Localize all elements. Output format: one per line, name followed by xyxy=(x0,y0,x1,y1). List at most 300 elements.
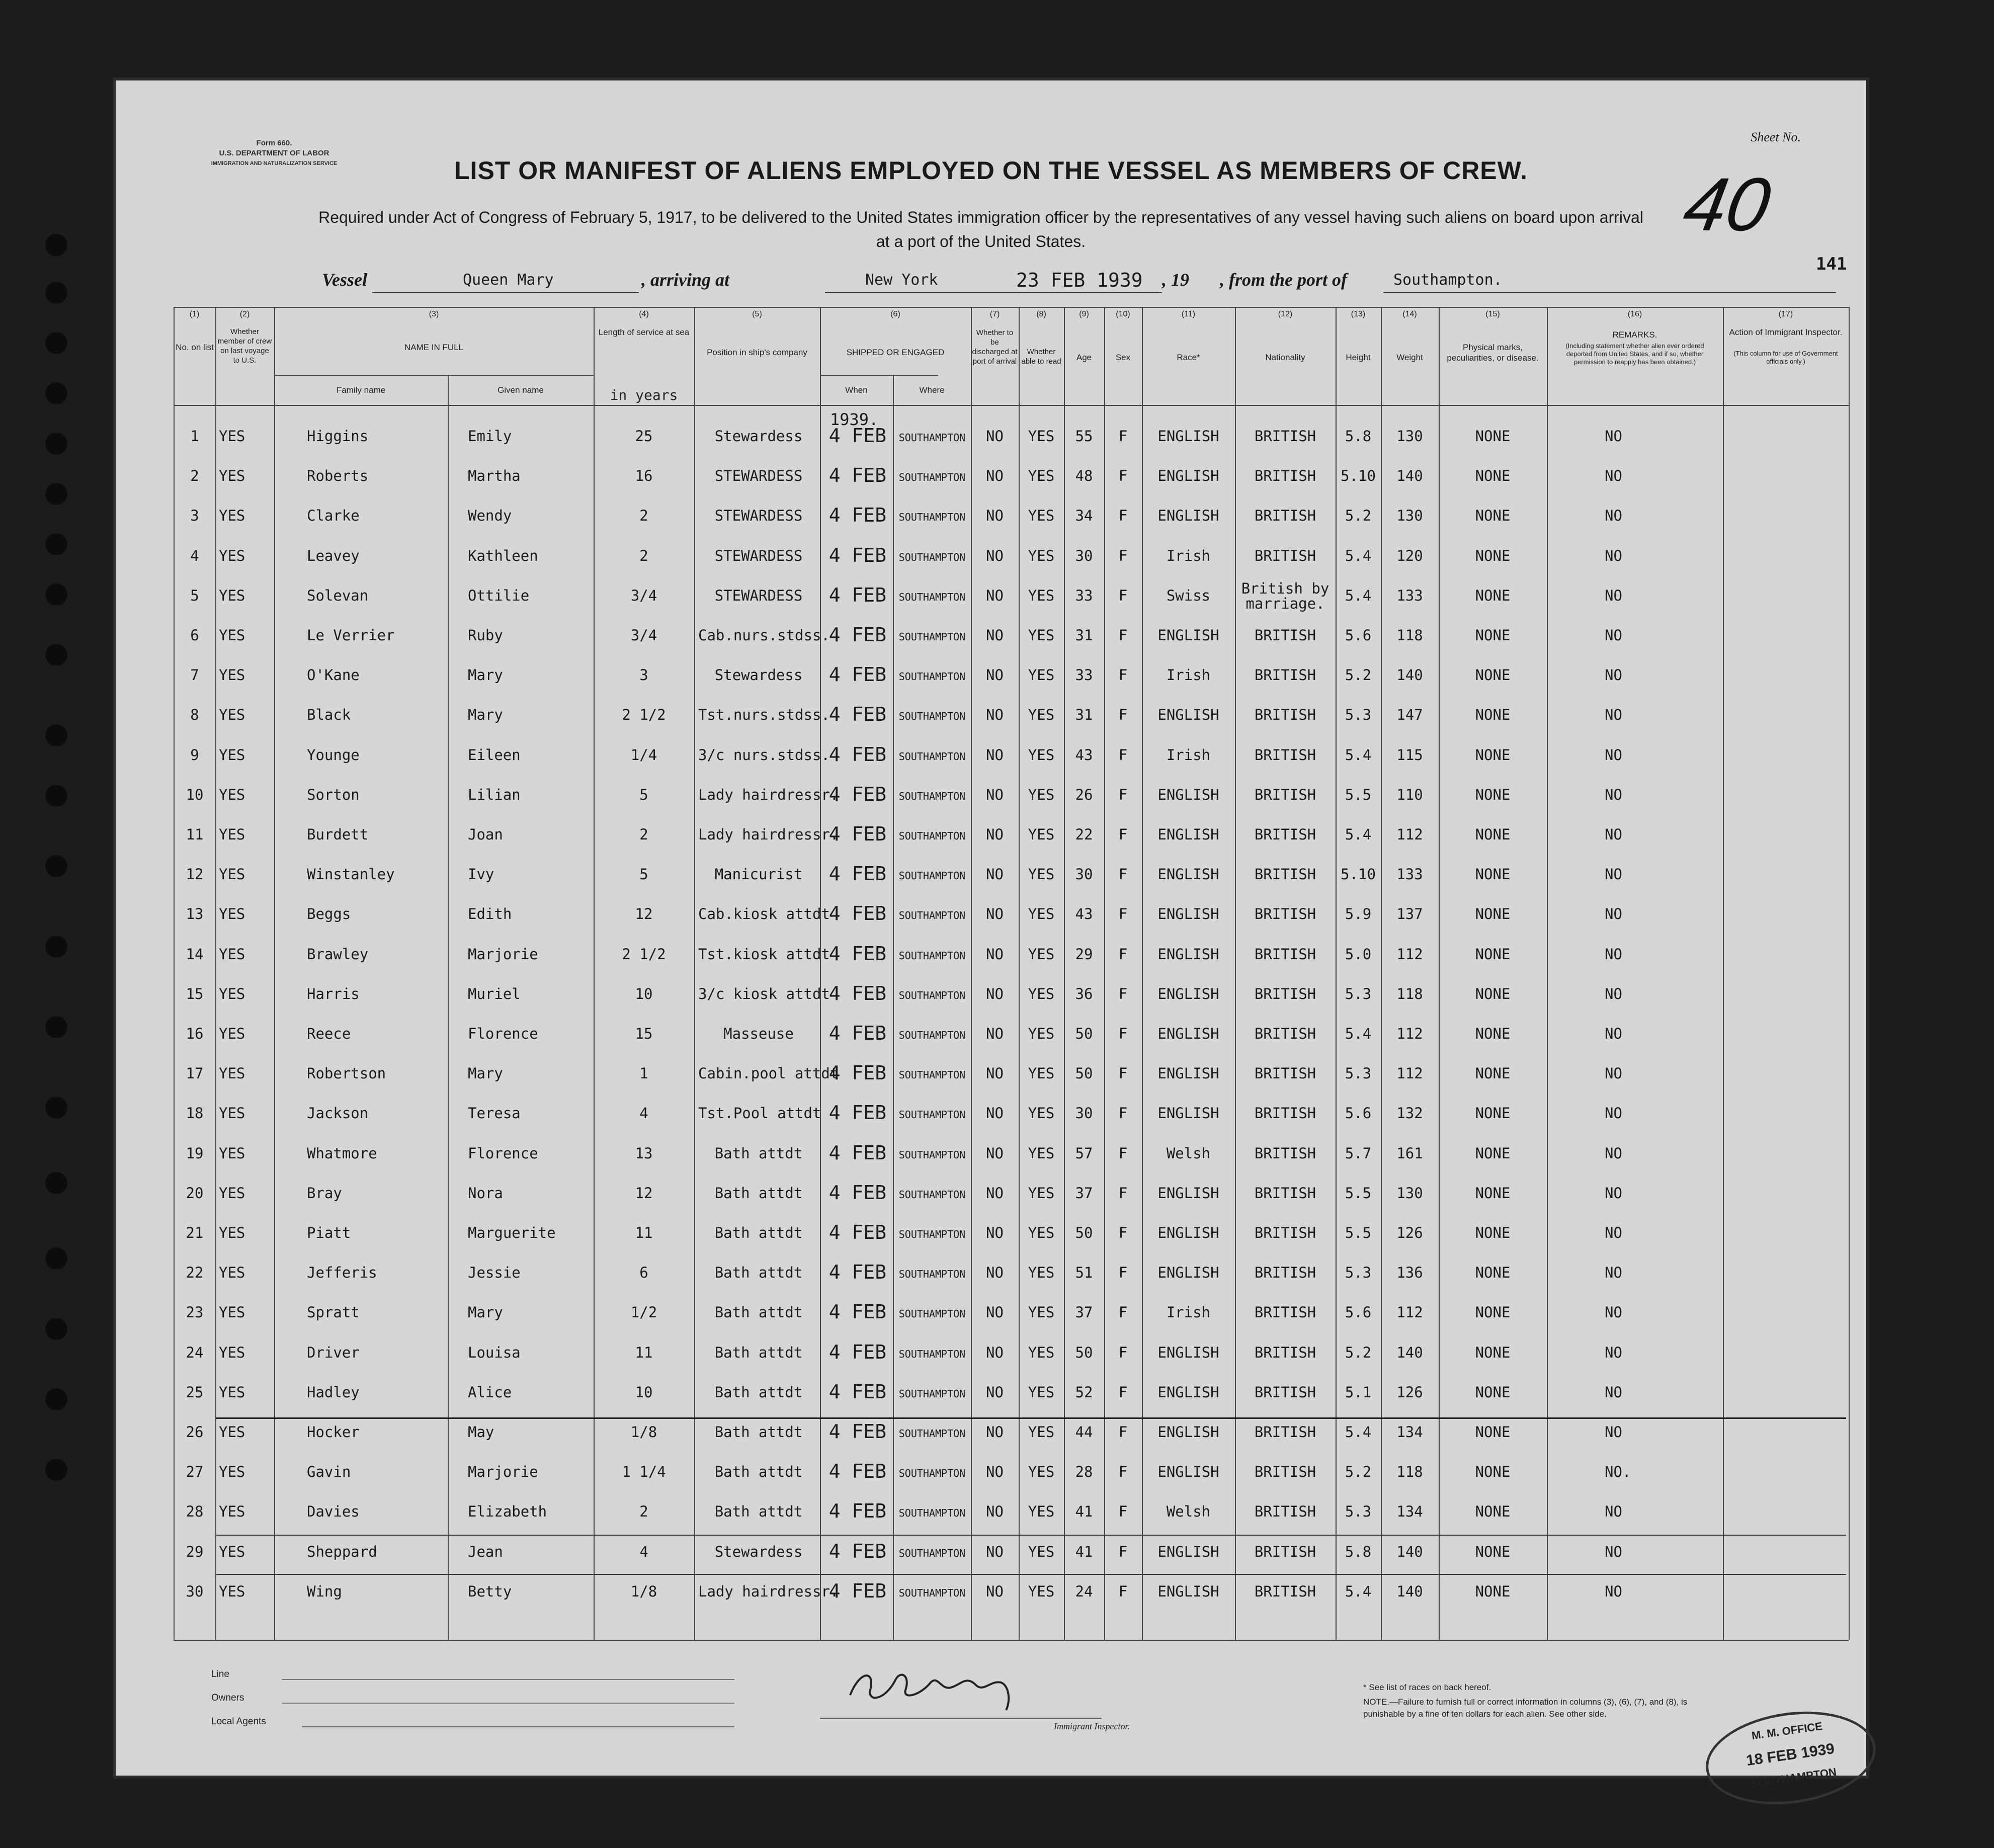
to-be-discharged: NO xyxy=(986,1344,1004,1361)
table-row xyxy=(116,823,1866,856)
physical-marks: NONE xyxy=(1475,1224,1511,1241)
table-row xyxy=(116,1261,1866,1294)
weight: 161 xyxy=(1396,1145,1423,1162)
shipped-when: 4 FEB xyxy=(828,902,887,925)
shipped-where: SOUTHAMPTON xyxy=(898,950,966,962)
length-of-service: 10 xyxy=(635,1384,653,1401)
physical-marks: NONE xyxy=(1475,1304,1511,1321)
physical-marks: NONE xyxy=(1475,467,1511,484)
member-last-voyage: YES xyxy=(219,467,245,484)
row-number: 30 xyxy=(186,1583,204,1600)
remarks: NO xyxy=(1605,1344,1622,1361)
shipped-where: SOUTHAMPTON xyxy=(898,870,966,882)
remarks: NO xyxy=(1605,1423,1622,1441)
given-name: Betty xyxy=(468,1583,512,1600)
column-number: (6) xyxy=(890,310,900,318)
given-name: Martha xyxy=(468,467,521,484)
physical-marks: NONE xyxy=(1475,1583,1511,1600)
member-last-voyage: YES xyxy=(219,746,245,764)
member-last-voyage: YES xyxy=(219,1384,245,1401)
member-last-voyage: YES xyxy=(219,1423,245,1441)
given-name: Edith xyxy=(468,905,512,922)
binder-hole xyxy=(45,282,67,304)
family-name: Le Verrier xyxy=(307,627,395,644)
height: 5.7 xyxy=(1345,1145,1372,1162)
row-number: 9 xyxy=(190,746,199,764)
length-of-service: 11 xyxy=(635,1344,653,1361)
height: 5.6 xyxy=(1345,1105,1372,1122)
header-shipped-engaged: SHIPPED OR ENGAGED xyxy=(846,348,945,357)
member-last-voyage: YES xyxy=(219,866,245,883)
table-row xyxy=(116,1341,1866,1374)
length-of-service: 12 xyxy=(635,1185,653,1202)
table-row xyxy=(116,943,1866,976)
able-to-read: YES xyxy=(1028,1065,1055,1082)
member-last-voyage: YES xyxy=(219,627,245,644)
strike-line xyxy=(216,1417,1846,1419)
shipped-when: 4 FEB xyxy=(828,823,887,845)
physical-marks: NONE xyxy=(1475,946,1511,963)
age: 52 xyxy=(1075,1384,1093,1401)
length-of-service: 11 xyxy=(635,1224,653,1241)
weight: 134 xyxy=(1396,1503,1423,1520)
race: Welsh xyxy=(1166,1503,1211,1520)
member-last-voyage: YES xyxy=(219,826,245,843)
able-to-read: YES xyxy=(1028,666,1055,684)
remarks: NO xyxy=(1605,1503,1622,1520)
weight: 112 xyxy=(1396,946,1423,963)
physical-marks: NONE xyxy=(1475,1185,1511,1202)
age: 41 xyxy=(1075,1543,1093,1560)
binder-hole xyxy=(45,1318,67,1340)
shipped-where: SOUTHAMPTON xyxy=(898,471,966,483)
physical-marks: NONE xyxy=(1475,706,1511,723)
sex: F xyxy=(1118,985,1128,1002)
height: 5.10 xyxy=(1341,866,1376,883)
physical-marks: NONE xyxy=(1475,826,1511,843)
height: 5.3 xyxy=(1345,985,1372,1002)
sheet-number: 40 xyxy=(1678,162,1777,246)
age: 50 xyxy=(1075,1025,1093,1042)
race: ENGLISH xyxy=(1157,985,1219,1002)
to-be-discharged: NO xyxy=(986,1264,1004,1281)
weight: 118 xyxy=(1396,985,1423,1002)
age: 30 xyxy=(1075,547,1093,564)
header-race: Race* xyxy=(1177,353,1200,362)
age: 43 xyxy=(1075,746,1093,764)
header-remarks-note: (Including statement whether alien ever ordered deported from United States, and if so, whether permission to reapply has been obtained.) xyxy=(1565,342,1704,366)
age: 48 xyxy=(1075,467,1093,484)
nationality: BRITISH xyxy=(1254,1185,1316,1202)
age: 51 xyxy=(1075,1264,1093,1281)
given-name: Teresa xyxy=(468,1105,521,1122)
binder-hole xyxy=(45,1247,67,1270)
weight: 134 xyxy=(1396,1423,1423,1441)
height: 5.8 xyxy=(1345,1543,1372,1560)
physical-marks: NONE xyxy=(1475,866,1511,883)
shipped-when: 4 FEB xyxy=(828,1261,887,1283)
shipped-where: SOUTHAMPTON xyxy=(898,1348,966,1360)
binder-hole xyxy=(45,583,67,606)
shipped-subdivider xyxy=(820,375,938,376)
shipped-when: 4 FEB xyxy=(828,943,887,965)
member-last-voyage: YES xyxy=(219,1105,245,1122)
vessel-label: Vessel xyxy=(322,270,367,290)
family-name: Wing xyxy=(307,1583,342,1600)
row-number: 15 xyxy=(186,985,204,1002)
table-row xyxy=(116,783,1866,816)
column-number: (1) xyxy=(189,310,200,318)
remarks: NO xyxy=(1605,746,1622,764)
to-be-discharged: NO xyxy=(986,627,1004,644)
shipped-where: SOUTHAMPTON xyxy=(898,1427,966,1440)
table-row xyxy=(116,703,1866,736)
row-number: 11 xyxy=(186,826,204,843)
sex: F xyxy=(1118,1065,1128,1082)
able-to-read: YES xyxy=(1028,946,1055,963)
header-family-name: Family name xyxy=(336,385,386,395)
family-name: Whatmore xyxy=(307,1145,377,1162)
race: Irish xyxy=(1166,1304,1211,1321)
shipped-when: 4 FEB xyxy=(828,1540,887,1562)
shipped-when: 4 FEB xyxy=(828,624,887,646)
manifest-page xyxy=(116,80,1866,1790)
position-in-company: Bath attdt xyxy=(714,1185,803,1202)
table-bottom-border xyxy=(174,1640,1849,1641)
position-in-company: Cab.kiosk attdt xyxy=(698,905,830,922)
weight: 130 xyxy=(1396,1185,1423,1202)
position-in-company: 3/c kiosk attdt xyxy=(698,985,830,1002)
position-in-company: Bath attdt xyxy=(714,1463,803,1480)
shipped-when: 4 FEB xyxy=(828,1460,887,1482)
member-last-voyage: YES xyxy=(219,1264,245,1281)
member-last-voyage: YES xyxy=(219,905,245,922)
position-in-company: Tst.kiosk attdt xyxy=(698,946,830,963)
table-row xyxy=(116,544,1866,577)
height: 5.4 xyxy=(1345,826,1372,843)
race: ENGLISH xyxy=(1157,1344,1219,1361)
height: 5.1 xyxy=(1345,1384,1372,1401)
family-name: Sheppard xyxy=(307,1543,377,1560)
age: 41 xyxy=(1075,1503,1093,1520)
weight: 140 xyxy=(1396,1543,1423,1560)
position-in-company: 3/c nurs.stdss. xyxy=(698,746,830,764)
sex: F xyxy=(1118,946,1128,963)
member-last-voyage: YES xyxy=(219,1145,245,1162)
position-in-company: Manicurist xyxy=(714,866,803,883)
able-to-read: YES xyxy=(1028,1224,1055,1241)
weight: 112 xyxy=(1396,1304,1423,1321)
member-last-voyage: YES xyxy=(219,587,245,604)
table-row xyxy=(116,464,1866,497)
row-number: 24 xyxy=(186,1344,204,1361)
to-be-discharged: NO xyxy=(986,428,1004,445)
able-to-read: YES xyxy=(1028,1264,1055,1281)
remarks: NO xyxy=(1605,627,1622,644)
member-last-voyage: YES xyxy=(219,1185,245,1202)
height: 5.6 xyxy=(1345,627,1372,644)
nationality: BRITISH xyxy=(1254,1344,1316,1361)
nationality: BRITISH xyxy=(1254,627,1316,644)
race: ENGLISH xyxy=(1157,1543,1219,1560)
to-be-discharged: NO xyxy=(986,1463,1004,1480)
binder-hole xyxy=(45,483,67,505)
family-name: Leavey xyxy=(307,547,360,564)
able-to-read: YES xyxy=(1028,985,1055,1002)
weight: 140 xyxy=(1396,467,1423,484)
member-last-voyage: YES xyxy=(219,666,245,684)
binder-hole xyxy=(45,855,67,877)
weight: 118 xyxy=(1396,627,1423,644)
position-in-company: Bath attdt xyxy=(714,1344,803,1361)
row-number: 28 xyxy=(186,1503,204,1520)
sex: F xyxy=(1118,1145,1128,1162)
position-in-company: Stewardess xyxy=(714,1543,803,1560)
nationality: BRITISH xyxy=(1254,467,1316,484)
row-number: 17 xyxy=(186,1065,204,1082)
nationality: BRITISH xyxy=(1254,1543,1316,1560)
column-number: (9) xyxy=(1079,310,1089,318)
age: 36 xyxy=(1075,985,1093,1002)
weight: 118 xyxy=(1396,1463,1423,1480)
race: ENGLISH xyxy=(1157,1264,1219,1281)
remarks: NO xyxy=(1605,1264,1622,1281)
year-note: 1939. xyxy=(830,410,879,429)
nationality: BRITISH xyxy=(1254,1423,1316,1441)
height: 5.2 xyxy=(1345,1463,1372,1480)
position-in-company: Cabin.pool attdt xyxy=(698,1065,839,1082)
given-name: Mary xyxy=(468,1065,503,1082)
physical-marks: NONE xyxy=(1475,1065,1511,1082)
shipped-where: SOUTHAMPTON xyxy=(898,1228,966,1240)
to-be-discharged: NO xyxy=(986,1503,1004,1520)
position-in-company: Masseuse xyxy=(723,1025,794,1042)
to-be-discharged: NO xyxy=(986,1423,1004,1441)
to-be-discharged: NO xyxy=(986,1304,1004,1321)
arriving-port: New York xyxy=(865,271,938,289)
service: IMMIGRATION AND NATURALIZATION SERVICE xyxy=(211,160,338,166)
family-name: Bray xyxy=(307,1185,342,1202)
length-of-service: 16 xyxy=(635,467,653,484)
able-to-read: YES xyxy=(1028,1583,1055,1600)
arriving-label: , arriving at xyxy=(641,270,730,290)
height: 5.3 xyxy=(1345,1503,1372,1520)
sex: F xyxy=(1118,627,1128,644)
sex: F xyxy=(1118,1583,1128,1600)
able-to-read: YES xyxy=(1028,1423,1055,1441)
remarks: NO xyxy=(1605,1543,1622,1560)
length-of-service: 2 xyxy=(639,507,648,524)
position-in-company: Lady hairdressr. xyxy=(698,1583,839,1600)
length-of-service: 5 xyxy=(639,786,648,803)
shipped-where: SOUTHAMPTON xyxy=(898,1587,966,1599)
binder-hole xyxy=(45,724,67,746)
length-of-service: 2 1/2 xyxy=(622,946,666,963)
physical-marks: NONE xyxy=(1475,746,1511,764)
given-name: Jean xyxy=(468,1543,503,1560)
race: ENGLISH xyxy=(1157,706,1219,723)
given-name: Elizabeth xyxy=(468,1503,547,1520)
weight: 126 xyxy=(1396,1384,1423,1401)
length-of-service: 3/4 xyxy=(630,627,657,644)
sex: F xyxy=(1118,547,1128,564)
sex: F xyxy=(1118,866,1128,883)
row-number: 29 xyxy=(186,1543,204,1560)
column-number: (5) xyxy=(752,310,762,318)
table-row xyxy=(116,624,1866,657)
binder-hole xyxy=(45,433,67,455)
shipped-when: 4 FEB xyxy=(828,464,887,486)
physical-marks: NONE xyxy=(1475,1503,1511,1520)
header-age: Age xyxy=(1076,353,1092,362)
table-row xyxy=(116,1221,1866,1254)
race: ENGLISH xyxy=(1157,1583,1219,1600)
nationality: BRITISH xyxy=(1254,1583,1316,1600)
name-subdivider xyxy=(274,375,594,376)
table-row xyxy=(116,1142,1866,1175)
races-note: * See list of races on back hereof. xyxy=(1363,1683,1491,1692)
member-last-voyage: YES xyxy=(219,1463,245,1480)
age: 57 xyxy=(1075,1145,1093,1162)
remarks: NO xyxy=(1605,1105,1622,1122)
remarks: NO xyxy=(1605,786,1622,803)
row-number: 20 xyxy=(186,1185,204,1202)
row-number: 13 xyxy=(186,905,204,922)
height: 5.6 xyxy=(1345,1304,1372,1321)
header-where: Where xyxy=(919,385,945,395)
binder-hole xyxy=(45,785,67,807)
header-nationality: Nationality xyxy=(1265,353,1305,362)
weight: 130 xyxy=(1396,428,1423,445)
row-number: 8 xyxy=(190,706,199,723)
table-top-border xyxy=(174,307,1849,308)
height: 5.0 xyxy=(1345,946,1372,963)
length-of-service: 5 xyxy=(639,866,648,883)
race: ENGLISH xyxy=(1157,905,1219,922)
sex: F xyxy=(1118,1423,1128,1441)
sex: F xyxy=(1118,1264,1128,1281)
binder-hole xyxy=(45,382,67,404)
remarks: NO xyxy=(1605,1025,1622,1042)
row-number: 16 xyxy=(186,1025,204,1042)
remarks: NO xyxy=(1605,666,1622,684)
shipped-where: SOUTHAMPTON xyxy=(898,1069,966,1081)
age: 22 xyxy=(1075,826,1093,843)
column-number: (11) xyxy=(1181,310,1196,318)
family-name: Reece xyxy=(307,1025,351,1042)
age: 33 xyxy=(1075,666,1093,684)
race: ENGLISH xyxy=(1157,428,1219,445)
length-of-service: 3 xyxy=(639,666,648,684)
to-be-discharged: NO xyxy=(986,985,1004,1002)
header-given-name: Given name xyxy=(497,385,544,395)
nationality: BRITISH xyxy=(1254,1224,1316,1241)
able-to-read: YES xyxy=(1028,1463,1055,1480)
nationality: BRITISH xyxy=(1254,1145,1316,1162)
vessel-name: Queen Mary xyxy=(463,271,554,289)
owners-label: Owners xyxy=(211,1693,244,1703)
binder-hole xyxy=(45,332,67,354)
family-name: Spratt xyxy=(307,1304,360,1321)
able-to-read: YES xyxy=(1028,746,1055,764)
shipped-where: SOUTHAMPTON xyxy=(898,989,966,1001)
shipped-when: 4 FEB xyxy=(828,863,887,885)
office-stamp xyxy=(1700,1701,1882,1815)
position-in-company: Bath attdt xyxy=(714,1145,803,1162)
weight: 112 xyxy=(1396,1065,1423,1082)
binder-hole xyxy=(45,1097,67,1119)
position-in-company: Bath attdt xyxy=(714,1224,803,1241)
row-number: 4 xyxy=(190,547,199,564)
given-name: Joan xyxy=(468,826,503,843)
table-row xyxy=(116,1580,1866,1613)
remarks: NO xyxy=(1605,706,1622,723)
agents-label: Local Agents xyxy=(211,1716,266,1727)
row-number: 12 xyxy=(186,866,204,883)
position-in-company: Bath attdt xyxy=(714,1423,803,1441)
shipped-where: SOUTHAMPTON xyxy=(898,1388,966,1400)
able-to-read: YES xyxy=(1028,1185,1055,1202)
remarks: NO xyxy=(1605,985,1622,1002)
stamp-top: M. M. OFFICE xyxy=(1751,1719,1823,1742)
family-name: Black xyxy=(307,706,351,723)
shipped-when: 4 FEB xyxy=(828,1221,887,1243)
sex: F xyxy=(1118,1344,1128,1361)
to-be-discharged: NO xyxy=(986,866,1004,883)
able-to-read: YES xyxy=(1028,866,1055,883)
binder-hole xyxy=(45,1459,67,1481)
shipped-where: SOUTHAMPTON xyxy=(898,591,966,603)
physical-marks: NONE xyxy=(1475,985,1511,1002)
nationality: BRITISH xyxy=(1254,905,1316,922)
table-row xyxy=(116,1420,1866,1454)
to-be-discharged: NO xyxy=(986,1185,1004,1202)
table-row xyxy=(116,1022,1866,1055)
position-in-company: Bath attdt xyxy=(714,1503,803,1520)
row-number: 18 xyxy=(186,1105,204,1122)
shipped-when: 4 FEB xyxy=(828,1182,887,1204)
nationality: BRITISH xyxy=(1254,985,1316,1002)
race: Irish xyxy=(1166,746,1211,764)
height: 5.2 xyxy=(1345,666,1372,684)
sex: F xyxy=(1118,706,1128,723)
able-to-read: YES xyxy=(1028,547,1055,564)
binder-hole xyxy=(45,1172,67,1194)
column-number: (10) xyxy=(1116,310,1130,318)
weight: 110 xyxy=(1396,786,1423,803)
from-port: Southampton. xyxy=(1393,271,1503,289)
nationality: British by marriage. xyxy=(1241,580,1330,612)
family-name: Hocker xyxy=(307,1423,360,1441)
header-in-years: in years xyxy=(610,387,678,403)
able-to-read: YES xyxy=(1028,1025,1055,1042)
weight: 133 xyxy=(1396,587,1423,604)
year-label: , 19 xyxy=(1162,270,1189,290)
sex: F xyxy=(1118,1105,1128,1122)
column-number: (2) xyxy=(239,310,250,318)
shipped-where: SOUTHAMPTON xyxy=(898,1149,966,1161)
shipped-where: SOUTHAMPTON xyxy=(898,1467,966,1479)
family-name: Davies xyxy=(307,1503,360,1520)
column-number: (4) xyxy=(639,310,649,318)
age: 28 xyxy=(1075,1463,1093,1480)
sex: F xyxy=(1118,786,1128,803)
given-name: Alice xyxy=(468,1384,512,1401)
header-sex: Sex xyxy=(1115,353,1131,362)
member-last-voyage: YES xyxy=(219,507,245,524)
given-name: Marjorie xyxy=(468,946,538,963)
given-name: Florence xyxy=(468,1025,538,1042)
